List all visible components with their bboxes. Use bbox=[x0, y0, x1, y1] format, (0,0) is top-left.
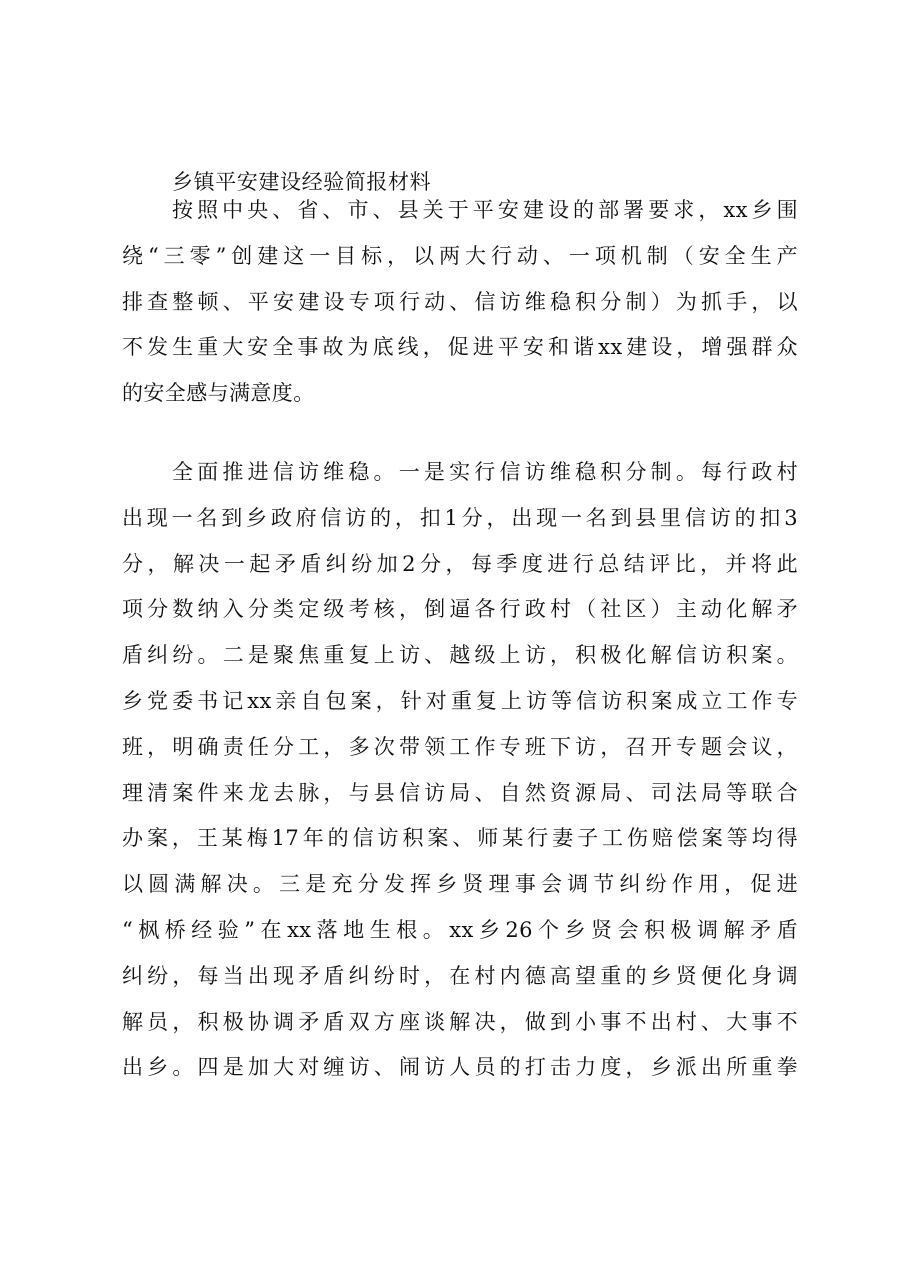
paragraph-line: 理清案件来龙去脉，与县信访局、自然资源局、司法局等联合 bbox=[122, 780, 798, 805]
paragraph-line: 分，解决一起矛盾纠纷加2分，每季度进行总结评比，并将此 bbox=[122, 551, 798, 576]
paragraph-line: 以圆满解决。三是充分发挥乡贤理事会调节纠纷作用，促进 bbox=[122, 872, 798, 897]
paragraph-line: 出乡。四是加大对缠访、闹访人员的打击力度，乡派出所重拳 bbox=[122, 1055, 798, 1080]
paragraph-petition bbox=[122, 450, 798, 1091]
paragraph-line: 乡党委书记xx亲自包案，针对重复上访等信访积案成立工作专 bbox=[122, 688, 798, 713]
document-title: 乡镇平安建设经验简报材料 bbox=[172, 170, 432, 194]
paragraph-line: 班，明确责任分工，多次带领工作专班下访，召开专题会议， bbox=[122, 734, 798, 759]
paragraph-line: 项分数纳入分类定级考核，倒逼各行政村（社区）主动化解矛 bbox=[122, 597, 798, 622]
paragraph-line: 按照中央、省、市、县关于平安建设的部署要求，xx乡围 bbox=[172, 198, 798, 222]
paragraph-line: 盾纠纷。二是聚焦重复上访、越级上访，积极化解信访积案。 bbox=[122, 643, 798, 668]
paragraph-line: 纠纷，每当出现矛盾纠纷时，在村内德高望重的乡贤便化身调 bbox=[122, 963, 798, 988]
paragraph-line: 排查整顿、平安建设专项行动、信访维稳积分制）为抓手，以 bbox=[122, 289, 798, 314]
paragraph-line: 绕“三零”创建这一目标，以两大行动、一项机制（安全生产 bbox=[122, 243, 798, 268]
paragraph-line: 出现一名到乡政府信访的，扣1分，出现一名到县里信访的扣3 bbox=[122, 505, 798, 530]
paragraph-line: 不发生重大安全事故为底线，促进平安和谐xx建设，增强群众 bbox=[122, 335, 798, 360]
paragraph-line: 办案，王某梅17年的信访积案、师某行妻子工伤赔偿案等均得 bbox=[122, 826, 798, 851]
paragraph-line: 解员，积极协调矛盾双方座谈解决，做到小事不出村、大事不 bbox=[122, 1009, 798, 1034]
paragraph-line: 的安全感与满意度。 bbox=[122, 381, 315, 406]
paragraph-line: “枫桥经验”在xx落地生根。xx乡26个乡贤会积极调解矛盾 bbox=[122, 917, 798, 942]
paragraph-intro bbox=[122, 188, 798, 417]
paragraph-line: 全面推进信访维稳。一是实行信访维稳积分制。每行政村 bbox=[172, 460, 798, 484]
